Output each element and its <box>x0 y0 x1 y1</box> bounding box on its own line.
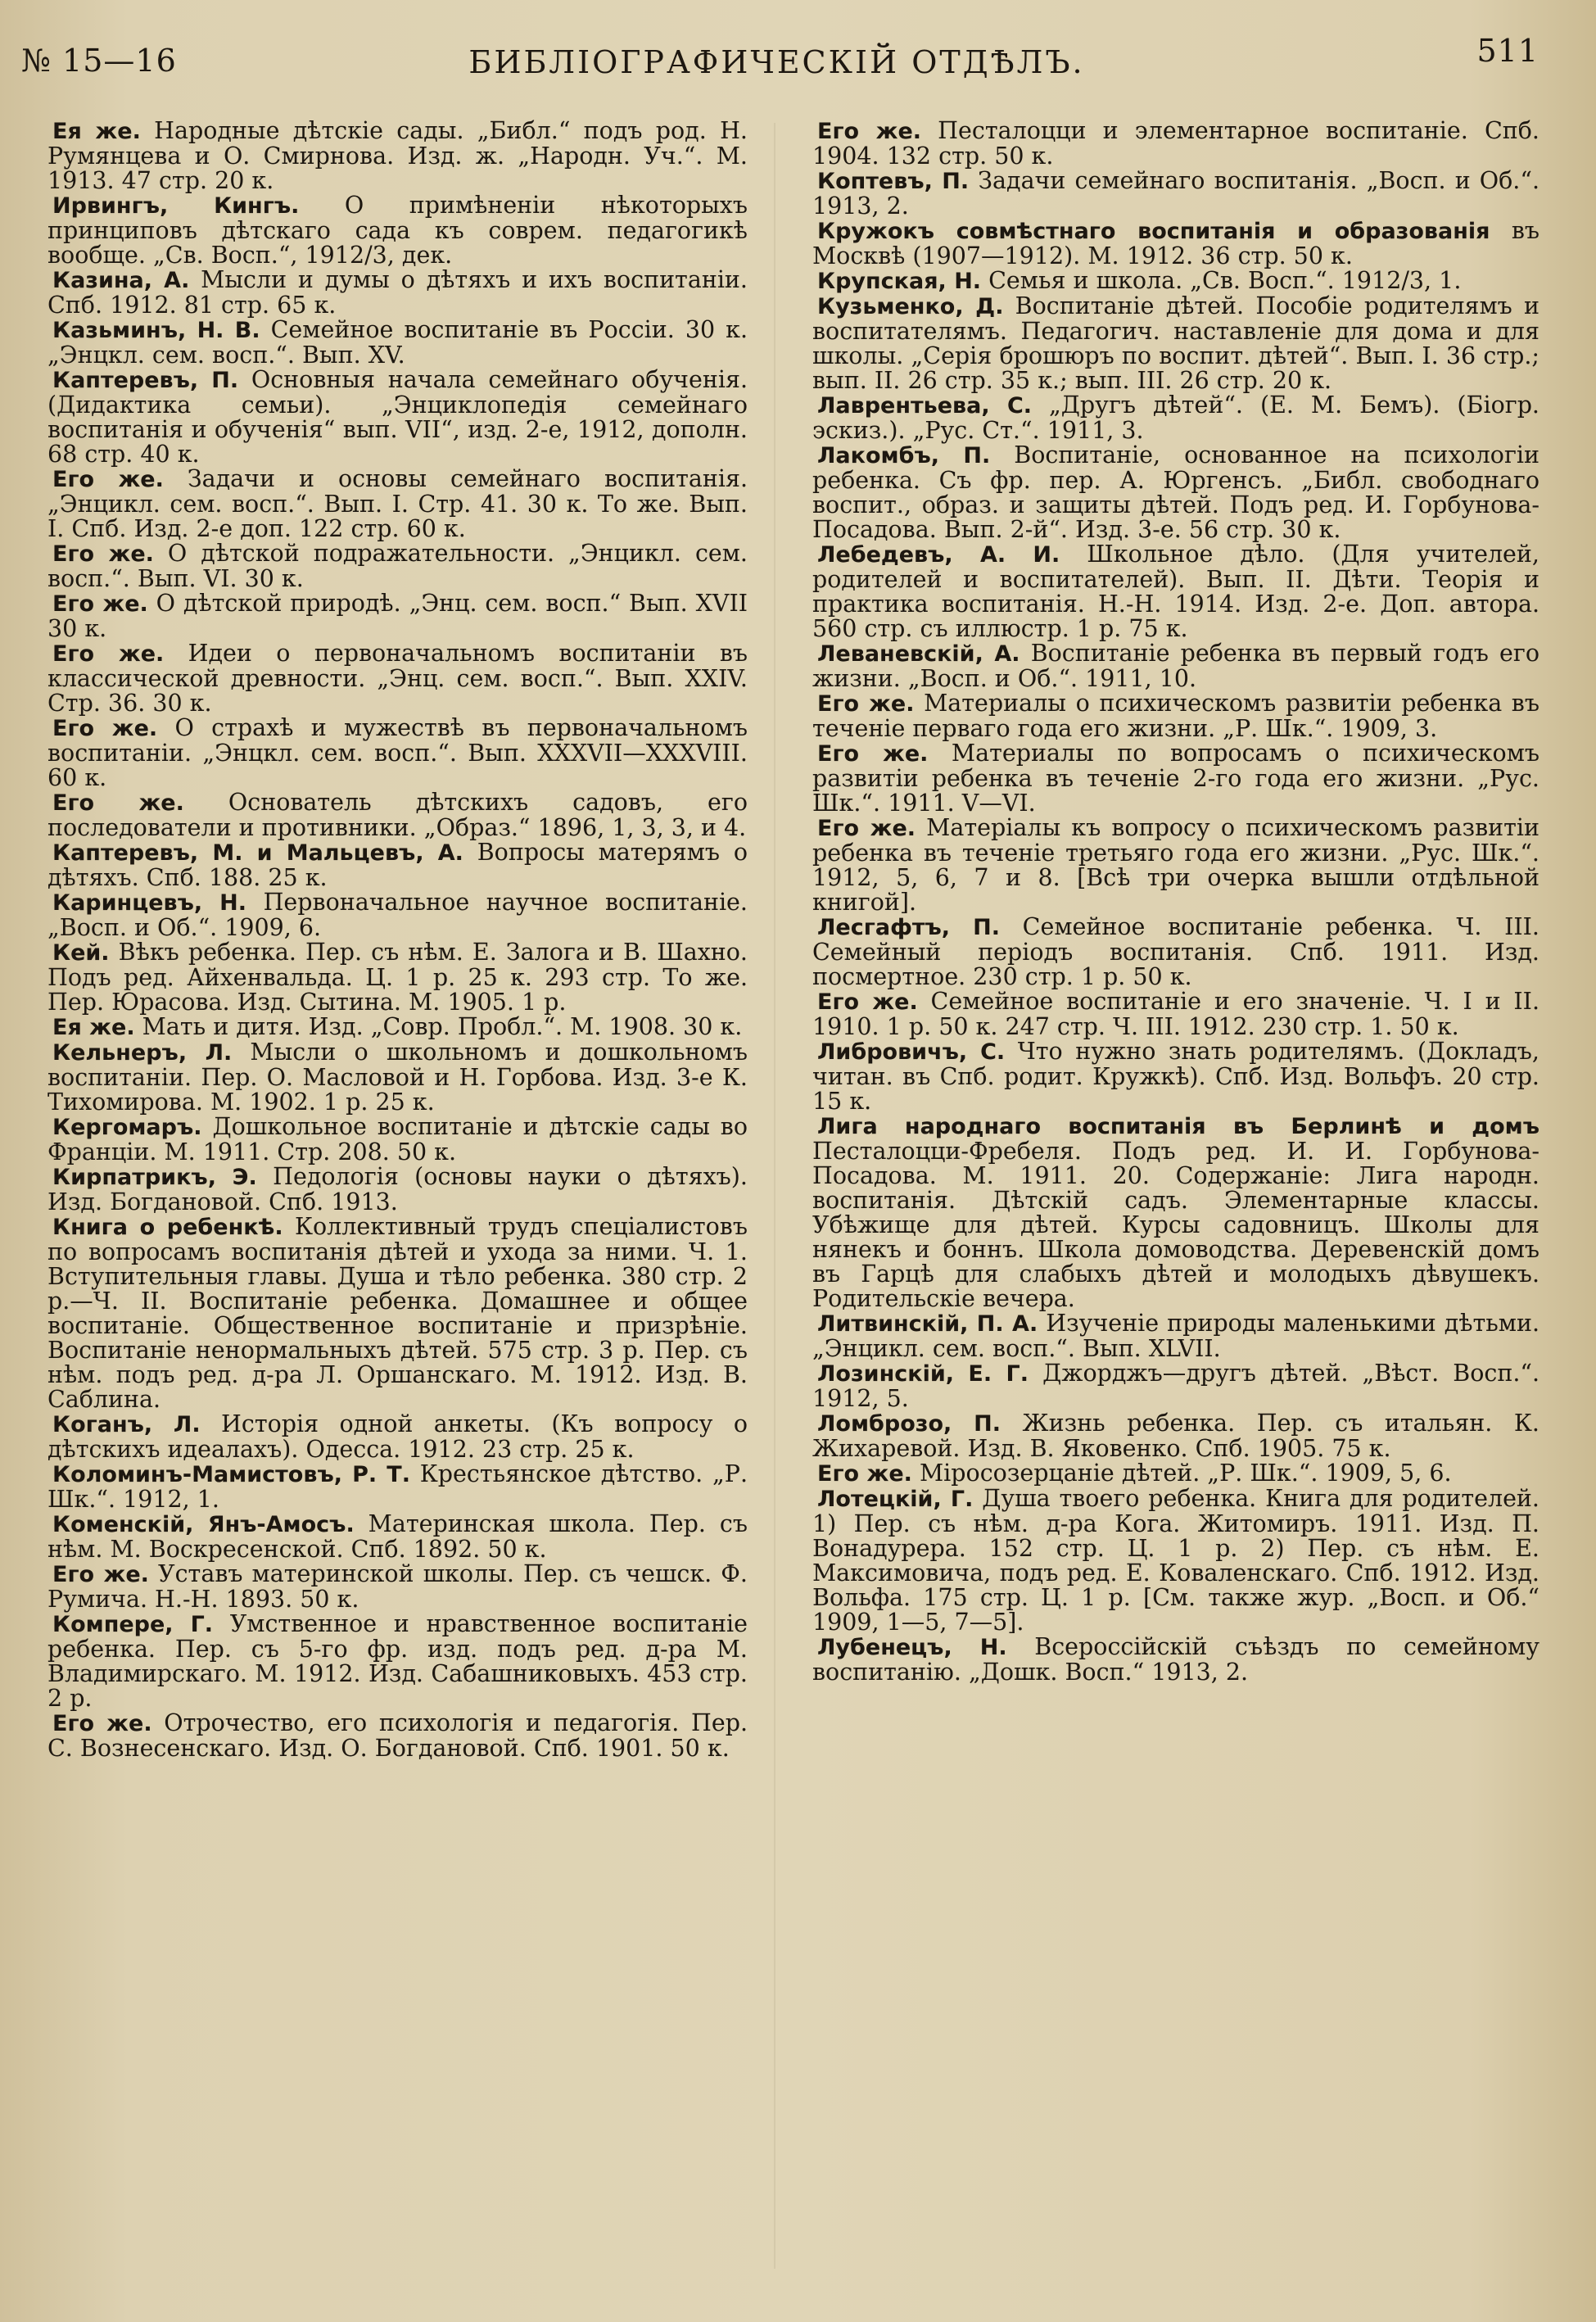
entry-author: Ея же. <box>52 1015 135 1040</box>
entry-text: Основатель дѣтскихъ садовъ, его последователи и противники. „Образ.“ 1896, 1, 3, 3, и 4. <box>47 789 748 841</box>
bibliography-entry <box>47 119 748 193</box>
entry-author: Его же. <box>817 989 918 1015</box>
entry-text: Материалы о психическомъ развитіи ребенка въ теченіе перваго года его жизни. „Р. Шк.“. 1909, 3. <box>812 690 1539 742</box>
entry-text: Уставъ материнской школы. Пер. съ чешск. Ф. Румича. Н.-Н. 1893. 50 к. <box>47 1560 748 1613</box>
entry-text: Материалы по вопросамъ о психическомъ развитіи ребенка въ теченіе 2-го года его жизни. „Рус. Шк.“. 1911. V—VI. <box>812 740 1539 817</box>
bibliography-entry <box>47 1612 748 1711</box>
entry-text: О дѣтской природѣ. „Энц. сем. восп.“ Вып. XVII 30 к. <box>47 590 748 642</box>
entry-author: Лебедевъ, А. И. <box>817 542 1060 568</box>
entry-author: Его же. <box>52 641 165 667</box>
entry-author: Лотецкій, Г. <box>817 1487 974 1512</box>
entry-author: Коломинъ-Мамистовъ, Р. Т. <box>52 1462 410 1487</box>
entry-author: Лесгафтъ, П. <box>817 915 1000 940</box>
entry-text: Мать и дитя. Изд. „Совр. Пробл.“. М. 1908. 30 к. <box>134 1013 743 1040</box>
left-column <box>47 119 748 1761</box>
entry-author: Кружокъ совмѣстнаго воспитанія и образованія <box>817 219 1490 244</box>
entry-author: Его же. <box>52 591 148 617</box>
bibliography-entry <box>812 393 1539 443</box>
entry-text: Семейное воспитаніе ребенка. Ч. III. Семейный періодъ воспитанія. Спб. 1911. Изд. посмертное. 230 стр. 1 р. 50 к. <box>812 913 1539 990</box>
entry-author: Казина, А. <box>52 268 190 293</box>
entry-author: Лакомбъ, П. <box>817 443 991 468</box>
bibliography-entry <box>812 169 1539 219</box>
bibliography-entry <box>812 989 1539 1039</box>
bibliography-entry <box>47 268 748 318</box>
entry-text: Песталоцци-Фребеля. Подъ ред. И. И. Горбунова-Посадова. М. 1911. 20. Содержаніе: Лига народн. воспитанія. Дѣтскій садъ. Элементарные классы. Убѣжище для дѣтей. Курсы садовницъ. Школы для нянекъ и боннъ. Школа домоводства. Деревенскій домъ въ Гарцѣ для слабыхъ дѣтей и молодыхъ дѣвушекъ. Родительскіе вечера. <box>812 1138 1539 1312</box>
bibliography-entry <box>812 1461 1539 1487</box>
bibliography-entry <box>47 1562 748 1612</box>
entry-author: Кельнеръ, Л. <box>52 1040 233 1066</box>
bibliography-entry <box>812 294 1539 393</box>
page-header <box>15 31 1539 88</box>
bibliography-entry <box>812 1411 1539 1461</box>
bibliography-entry <box>812 1361 1539 1411</box>
entry-text: Первоначальное научное воспитаніе. „Восп. и Об.“. 1909, 6. <box>47 889 748 941</box>
bibliography-entry <box>812 1039 1539 1114</box>
bibliography-entry <box>812 691 1539 741</box>
entry-author: Лига народнаго воспитанія въ Берлинѣ и домъ <box>817 1114 1539 1139</box>
entry-author: Коменскій, Янъ-Амосъ. <box>52 1512 355 1537</box>
bibliography-entry <box>47 790 748 840</box>
entry-author: Кузьменко, Д. <box>817 294 1004 319</box>
entry-text: Міросозерцаніе дѣтей. „Р. Шк.“. 1909, 5, 6. <box>911 1460 1452 1487</box>
entry-text: Джорджъ—другъ дѣтей. „Вѣст. Восп.“. 1912, 5. <box>812 1360 1540 1412</box>
entry-author: Ирвингъ, Кингъ. <box>52 193 300 219</box>
bibliography-entry <box>812 542 1539 641</box>
entry-author: Его же. <box>52 1711 152 1736</box>
entry-text: Крестьянское дѣтство. „Р. Шк.“. 1912, 1. <box>47 1460 748 1513</box>
entry-text: Что нужно знать родителямъ. (Докладъ, читан. въ Спб. родит. Кружкѣ). Спб. Изд. Вольфъ. 20 стр. 15 к. <box>812 1038 1539 1115</box>
entry-text: Семья и школа. „Св. Восп.“. 1912/3, 1. <box>981 267 1462 294</box>
bibliography-entry <box>812 1487 1539 1635</box>
entry-text: Основныя начала семейнаго обученія. (Дидактика семьи). „Энциклопедія семейнаго воспитанія и обученія“ вып. VII“, изд. 2-е, 1912, дополн. 68 стр. 40 к. <box>47 366 748 468</box>
entry-author: Компере, Г. <box>52 1612 214 1637</box>
entry-author: Кирпатрикъ, Э. <box>52 1165 257 1190</box>
page-number: 511 <box>1476 33 1539 69</box>
section-title: БИБЛІОГРАФИЧЕСКІЙ ОТДѢЛЪ. <box>468 44 1085 80</box>
bibliography-entry <box>812 269 1539 294</box>
entry-text: Школьное дѣло. (Для учителей, родителей и воспитателей). Вып. II. Дѣти. Теорія и практика воспитанія. Н.-Н. 1914. Изд. 2-е. Доп. автора. 560 стр. съ иллюстр. 1 р. 75 к. <box>812 541 1539 642</box>
entry-text: О примѣненіи нѣкоторыхъ принциповъ дѣтскаго сада къ соврем. педагогикѣ вообще. „Св. Восп.“, 1912/3, дек. <box>47 192 748 269</box>
column-gutter <box>774 123 775 2269</box>
entry-author: Книга о ребенкѣ. <box>52 1215 283 1240</box>
bibliography-entry <box>47 716 748 790</box>
bibliography-entry <box>47 1040 748 1115</box>
bibliography-entry <box>812 741 1539 816</box>
entry-author: Кей. <box>52 940 110 966</box>
bibliography-entry <box>47 890 748 940</box>
bibliography-entry <box>47 368 748 467</box>
entry-author: Его же. <box>817 741 929 767</box>
entry-author: Его же. <box>817 119 922 144</box>
bibliography-entry <box>812 641 1539 691</box>
entry-author: Лаврентьева, С. <box>817 393 1033 419</box>
entry-text: Исторія одной анкеты. (Къ вопросу о дѣтскихъ идеалахъ). Одесса. 1912. 23 стр. 25 к. <box>47 1410 748 1463</box>
entry-author: Крупская, Н. <box>817 269 982 294</box>
entry-author: Его же. <box>817 816 916 841</box>
entry-text: Воспитаніе дѣтей. Пособіе родителямъ и воспитателямъ. Педагогич. наставленіе для дома и для школы. „Серія брошюръ по воспит. дѣтей“. Вып. I. 36 стр.; вып. II. 26 стр. 35 к.; вып. III. 26 стр. 20 к. <box>812 292 1539 394</box>
entry-author: Леваневскій, А. <box>817 641 1020 667</box>
entry-text: Мысли о школьномъ и дошкольномъ воспитаніи. Пер. О. Масловой и Н. Горбова. Изд. 3-е К. Тихомирова. М. 1902. 1 р. 25 к. <box>47 1039 748 1116</box>
bibliography-entry <box>812 1114 1539 1311</box>
entry-text: Умственное и нравственное воспитаніе ребенка. Пер. съ 5-го фр. изд. подъ ред. д-ра М. Владимирскаго. М. 1912. Изд. Сабашниковыхъ. 453 стр. 2 р. <box>47 1610 748 1712</box>
bibliography-entry <box>47 1512 748 1562</box>
bibliography-entry <box>812 219 1539 269</box>
entry-text: Душа твоего ребенка. Книга для родителей. 1) Пер. съ нѣм. д-ра Кога. Житомиръ. 1911. Изд. П. Вонадурера. 152 стр. Ц. 1 р. 2) Пер. съ нѣм. Е. Максимовича, подъ ред. Е. Коваленскаго. Спб. 1912. Изд. Вольфа. 175 стр. Ц. 1 р. [См. также жур. „Восп. и Об.“ 1909, 1—5, 7—5]. <box>812 1485 1539 1636</box>
entry-author: Коганъ, Л. <box>52 1412 201 1437</box>
bibliography-entry <box>812 1635 1539 1685</box>
entry-text: О страхѣ и мужествѣ въ первоначальномъ воспитаніи. „Энцкл. сем. восп.“. Вып. XXXVII—XXXVIII. 60 к. <box>47 714 748 791</box>
bibliography-entry <box>812 443 1539 542</box>
entry-author: Ломброзо, П. <box>817 1411 1001 1437</box>
bibliography-entry <box>47 641 748 716</box>
entry-author: Каптеревъ, П. <box>52 368 239 393</box>
bibliography-entry <box>47 591 748 641</box>
entry-text: Вѣкъ ребенка. Пер. съ нѣм. Е. Залога и В. Шахно. Подъ ред. Айхенвальда. Ц. 1 р. 25 к. 293 стр. То же. Пер. Юрасова. Изд. Сытина. М. 1905. 1 р. <box>47 939 748 1016</box>
entry-text: Жизнь ребенка. Пер. съ итальян. К. Жихаревой. Изд. В. Яковенко. Спб. 1905. 75 к. <box>812 1410 1539 1462</box>
entry-author: Ея же. <box>52 119 141 144</box>
entry-text: „Другъ дѣтей“. (Е. М. Бемъ). (Біогр. эскиз.). „Рус. Ст.“. 1911, 3. <box>812 392 1539 444</box>
entry-text: Дошкольное воспитаніе и дѣтскіе сады во Франціи. М. 1911. Стр. 208. 50 к. <box>47 1113 748 1166</box>
entry-text: Педологія (основы науки о дѣтяхъ). Изд. Богдановой. Спб. 1913. <box>47 1163 748 1215</box>
entry-author: Лозинскій, Е. Г. <box>817 1361 1029 1387</box>
bibliography-entry <box>47 1165 748 1215</box>
entry-author: Его же. <box>817 691 915 717</box>
bibliography-entry <box>812 1311 1539 1361</box>
entry-author: Кергомаръ. <box>52 1115 202 1140</box>
bibliography-entry <box>47 541 748 591</box>
bibliography-entry <box>47 193 748 268</box>
entry-text: Песталоцци и элементарное воспитаніе. Спб. 1904. 132 стр. 50 к. <box>812 117 1539 170</box>
entry-text: Всероссійскій съѣздъ по семейному воспитанію. „Дошк. Восп.“ 1913, 2. <box>812 1633 1539 1686</box>
entry-author: Его же. <box>52 467 164 492</box>
entry-author: Его же. <box>52 790 184 816</box>
entry-text: Отрочество, его психологія и педагогія. Пер. С. Вознесенскаго. Изд. О. Богдановой. Спб. 1901. 50 к. <box>47 1709 748 1762</box>
entry-text: въ Москвѣ (1907—1912). М. 1912. 36 стр. 50 к. <box>812 217 1539 269</box>
bibliography-entry <box>47 1462 748 1512</box>
entry-text: Коллективный трудъ спеціалистовъ по вопросамъ воспитанія дѣтей и ухода за ними. Ч. 1. Вступительныя главы. Душа и тѣло ребенка. 380 стр. 2 р.—Ч. II. Воспитаніе ребенка. Домашнее и общее воспитаніе. Общественное воспитаніе и призрѣніе. Воспитаніе ненормальныхъ дѣтей. 575 стр. 3 р. Пер. съ нѣм. подъ ред. д-ра Л. Оршанскаго. М. 1912. Изд. В. Саблина. <box>47 1213 748 1413</box>
bibliography-entry <box>47 1015 748 1040</box>
entry-text: О дѣтской подражательности. „Энцикл. сем. восп.“. Вып. VI. 30 к. <box>47 540 748 592</box>
bibliography-entry <box>47 1115 748 1165</box>
entry-author: Либровичъ, С. <box>817 1039 1006 1065</box>
entry-author: Его же. <box>52 716 158 741</box>
entry-text: Матеріалы къ вопросу о психическомъ развитіи ребенка въ теченіе третьяго года его жизни. „Рус. Шк.“. 1912, 5, 6, 7 и 8. [Всѣ три очерка вышли отдѣльной книгой]. <box>812 814 1539 916</box>
entry-text: Задачи и основы семейнаго воспитанія. „Энцикл. сем. восп.“. Вып. I. Стр. 41. 30 к. То же. Вып. I. Спб. Изд. 2-е доп. 122 стр. 60 к. <box>47 465 748 542</box>
entry-text: Изученіе природы маленькими дѣтьми. „Энцикл. сем. восп.“. Вып. XLVII. <box>812 1310 1540 1362</box>
entry-text: Задачи семейнаго воспитанія. „Восп. и Об.“. 1913, 2. <box>812 167 1539 220</box>
entry-text: Воспитаніе ребенка въ первый годъ его жизни. „Восп. и Об.“. 1911, 10. <box>812 640 1539 692</box>
entry-author: Коптевъ, П. <box>817 169 970 194</box>
entry-author: Его же. <box>52 541 154 567</box>
bibliography-entry <box>47 840 748 890</box>
entry-author: Каринцевъ, Н. <box>52 890 246 916</box>
entry-author: Каптеревъ, М. и Мальцевъ, А. <box>52 840 463 866</box>
entry-author: Казьминъ, Н. В. <box>52 318 260 343</box>
entry-text: Мысли и думы о дѣтяхъ и ихъ воспитаніи. Спб. 1912. 81 стр. 65 к. <box>47 266 748 319</box>
entry-text: Вопросы матерямъ о дѣтяхъ. Спб. 188. 25 к. <box>47 839 748 891</box>
bibliography-entry <box>812 816 1539 915</box>
entry-author: Его же. <box>52 1562 149 1587</box>
bibliography-entry <box>47 1711 748 1761</box>
right-column <box>812 119 1539 1685</box>
bibliography-entry <box>47 940 748 1015</box>
entry-author: Литвинскій, П. А. <box>817 1311 1038 1337</box>
issue-number: № 15—16 <box>21 43 177 79</box>
bibliography-entry <box>812 915 1539 989</box>
entry-text: Народные дѣтскіе сады. „Библ.“ подъ род. Н. Румянцева и О. Смирнова. Изд. ж. „Народн. Уч.“. М. 1913. 47 стр. 20 к. <box>47 117 748 194</box>
entry-text: Семейное воспитаніе въ Россіи. 30 к. „Энцкл. сем. восп.“. Вып. XV. <box>47 316 748 369</box>
entry-text: Материнская школа. Пер. съ нѣм. М. Воскресенской. Спб. 1892. 50 к. <box>47 1510 748 1563</box>
bibliography-entry <box>47 1412 748 1462</box>
entry-text: Семейное воспитаніе и его значеніе. Ч. I и II. 1910. 1 р. 50 к. 247 стр. Ч. III. 1912. 230 стр. 1. 50 к. <box>812 988 1539 1040</box>
entry-text: Идеи о первоначальномъ воспитаніи въ классической древности. „Энц. сем. восп.“. Вып. XXIV. Стр. 36. 30 к. <box>47 640 748 717</box>
bibliography-entry <box>47 1215 748 1412</box>
bibliography-entry <box>47 467 748 541</box>
entry-author: Лубенецъ, Н. <box>817 1635 1007 1660</box>
entry-author: Его же. <box>817 1461 912 1487</box>
bibliography-entry <box>812 119 1539 169</box>
entry-text: Воспитаніе, основанное на психологіи ребенка. Съ фр. пер. А. Юргенсъ. „Библ. свободнаго воспит., образ. и защиты дѣтей. Подъ ред. И. Горбунова-Посадова. Вып. 2-й“. Изд. 3-е. 56 стр. 30 к. <box>812 441 1539 543</box>
bibliography-entry <box>47 318 748 368</box>
